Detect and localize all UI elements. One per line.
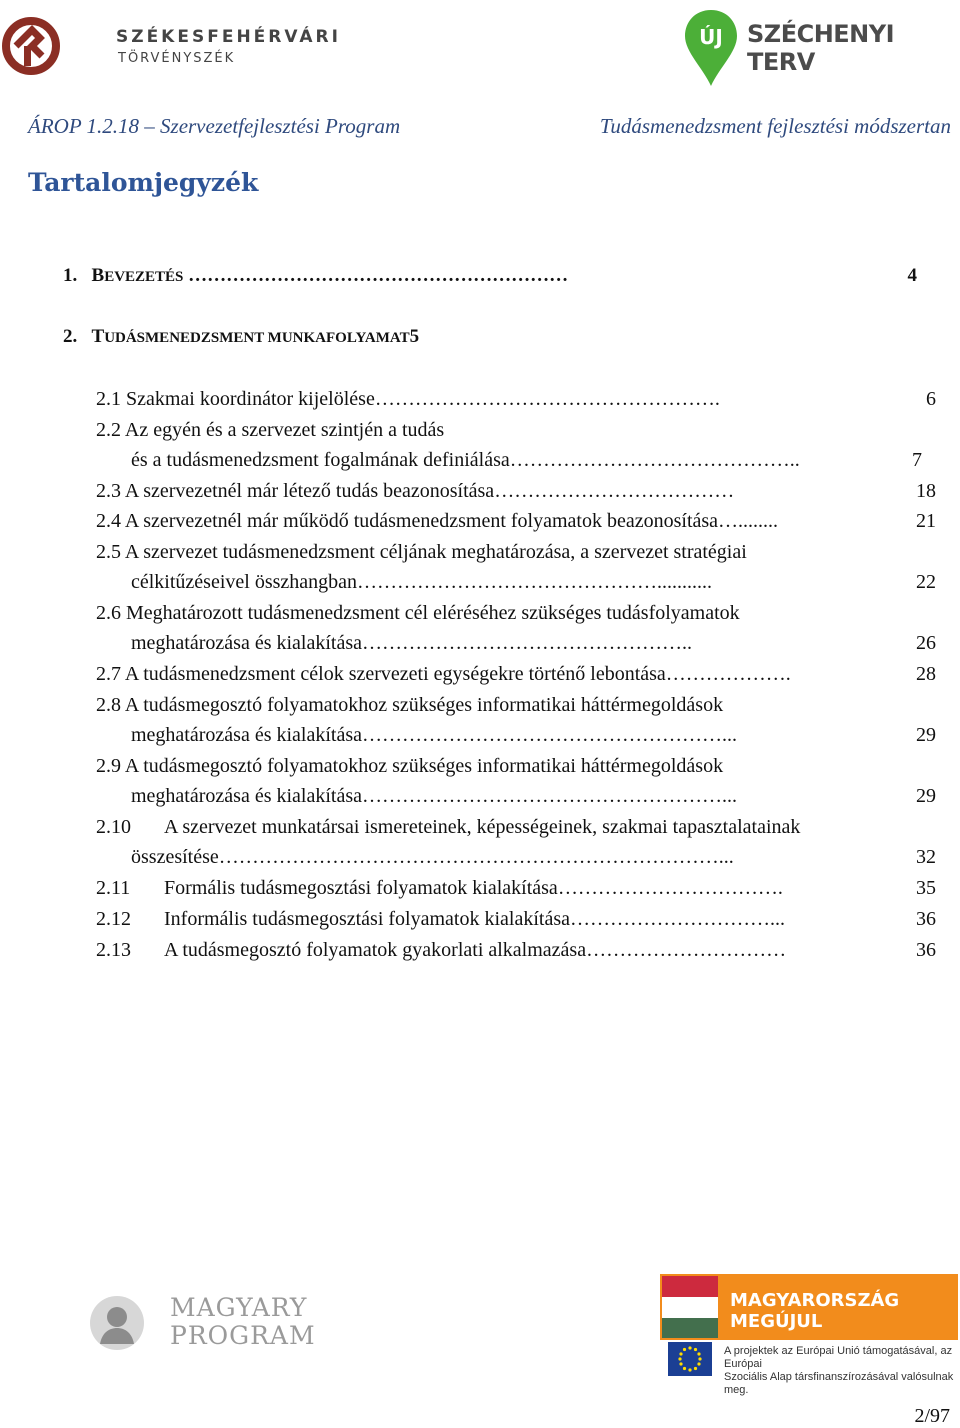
toc-item-title: célkitűzéseivel összhangban: [131, 571, 358, 593]
toc-item-title: Informális tudásmegosztási folyamatok kialakítása: [164, 908, 570, 930]
chapter-leader: ……………………………………………………: [188, 265, 569, 286]
chapter-title: UDÁSMENEDZSMENT MUNKAFOLYAMAT: [104, 330, 410, 346]
court-subtitle: TÖRVÉNYSZÉK: [118, 51, 236, 66]
toc-title: Tartalomjegyzék: [28, 168, 259, 197]
toc-leader: …………………………………………….: [374, 388, 720, 410]
running-header-right: Tudásmenedzsment fejlesztési módszertan: [599, 114, 951, 138]
toc-leader: …........: [718, 510, 779, 532]
toc-item-number: 2.12: [96, 908, 131, 930]
toc-leader: ………………………………: [494, 480, 735, 502]
szechenyi-title: SZÉCHENYI TERV: [747, 20, 895, 76]
toc-item-2-2-line1[interactable]: 2.2 Az egyén és a szervezet szintjén a tudás: [96, 419, 445, 441]
toc-item-page: 28: [916, 663, 936, 685]
toc-item-title: 2.7 A tudásmenedzsment célok szervezeti egységekre történő lebontása: [96, 663, 666, 685]
toc-item-2-1[interactable]: [96, 386, 936, 412]
toc-item-2-13[interactable]: [96, 937, 936, 963]
toc-item-2-12[interactable]: [96, 906, 936, 932]
toc-item-title: A szervezet munkatársai ismereteinek, képességeinek, szakmai tapasztalatainak: [164, 816, 801, 838]
eu-flag-icon: [668, 1342, 712, 1376]
magyarorszag-megujul-label: MAGYARORSZÁG MEGÚJUL: [730, 1290, 900, 1332]
toc-leader: ………………………………………………...: [362, 724, 737, 746]
toc-chapter-1[interactable]: [63, 263, 923, 289]
toc-item-title: 2.3 A szervezetnél már létező tudás beazonosítása: [96, 480, 495, 502]
toc-item-page: 32: [916, 846, 936, 868]
toc-item-2-5[interactable]: [131, 569, 936, 595]
toc-leader: ……………………………………..: [509, 449, 800, 471]
toc-leader: ………………………………………………...: [362, 785, 737, 807]
toc-item-title: meghatározása és kialakítása: [131, 785, 362, 807]
court-name: SZÉKESFEHÉRVÁRI: [116, 27, 341, 47]
toc-item-title: 2.1 Szakmai koordinátor kijelölése: [96, 388, 375, 410]
toc-item-page: 21: [916, 510, 936, 532]
magyary-program-logo: [170, 1294, 316, 1350]
chapter-page: 4: [907, 265, 917, 286]
chapter-title: EVEZETÉS: [104, 269, 184, 285]
toc-item-2-8-line1[interactable]: 2.8 A tudásmegosztó folyamatokhoz szükséges informatikai háttérmegoldások: [96, 694, 724, 716]
toc-item-title: meghatározása és kialakítása: [131, 632, 362, 654]
toc-item-2-8[interactable]: [131, 722, 936, 748]
toc-item-number: 2.11: [96, 877, 131, 899]
toc-item-page: 6: [926, 388, 936, 410]
toc-item-page: 18: [916, 480, 936, 502]
toc-leader: ………………………………………...........: [357, 571, 713, 593]
toc-item-2-4[interactable]: [96, 508, 936, 534]
toc-item-2-9-line1[interactable]: 2.9 A tudásmegosztó folyamatokhoz szükséges informatikai háttérmegoldások: [96, 755, 724, 777]
toc-leader: …………………………….: [557, 877, 783, 899]
page-number: 2/97: [914, 1405, 950, 1427]
chapter-initial: B: [91, 265, 105, 286]
eu-note-line2: Szociális Alap társfinanszírozásával valósulnak meg.: [724, 1371, 954, 1396]
magyary-line1: MAGYARY: [170, 1293, 308, 1322]
magyary-line2: PROGRAM: [170, 1321, 316, 1350]
szechenyi-pin-icon: [683, 8, 739, 88]
toc-item-page: 26: [916, 632, 936, 654]
toc-item-title: és a tudásmenedzsment fogalmának definiálása: [131, 449, 510, 471]
toc-item-number: 2.13: [96, 939, 131, 961]
toc-item-number: 2.10: [96, 816, 131, 838]
toc-item-2-6[interactable]: [131, 630, 936, 656]
toc-item-page: 36: [916, 939, 936, 961]
toc-item-2-5-line1[interactable]: 2.5 A szervezet tudásmenedzsment céljának meghatározása, a szervezet stratégiai: [96, 541, 747, 563]
toc-leader: …………………………: [586, 939, 787, 961]
toc-item-2-11[interactable]: [96, 875, 936, 901]
toc-leader: …………………………...: [570, 908, 785, 930]
toc-item-page: 36: [916, 908, 936, 930]
toc-item-title: összesítése: [131, 846, 219, 868]
toc-item-page: 29: [916, 785, 936, 807]
eu-note-line1: A projektek az Európai Unió támogatásával, az Európai: [724, 1345, 953, 1370]
toc-item-2-6-line1[interactable]: 2.6 Meghatározott tudásmenedzsment cél eléréséhez szükséges tudásfolyamatok: [96, 602, 740, 624]
toc-item-page: 35: [916, 877, 936, 899]
chapter-page: 5: [409, 326, 420, 347]
toc-item-2-10-line1[interactable]: [96, 814, 800, 840]
toc-item-page: 7: [912, 449, 922, 471]
toc-item-2-2[interactable]: [131, 447, 936, 473]
toc-item-2-10[interactable]: [131, 844, 936, 870]
toc-item-title: meghatározása és kialakítása: [131, 724, 362, 746]
toc-leader: …………………………………………………………………...: [218, 846, 734, 868]
toc-item-2-9[interactable]: [131, 783, 936, 809]
toc-item-2-7[interactable]: [96, 661, 936, 687]
chapter-number: 2.: [63, 326, 78, 347]
toc-item-page: 29: [916, 724, 936, 746]
toc-leader: ……………….: [665, 663, 791, 685]
chapter-initial: T: [91, 326, 105, 347]
toc-item-title: 2.4 A szervezetnél már működő tudásmenedzsment folyamatok beazonosítása: [96, 510, 719, 532]
toc-item-page: 22: [916, 571, 936, 593]
magyary-portrait-icon: [88, 1294, 146, 1352]
toc-item-2-3[interactable]: [96, 478, 936, 504]
eu-funding-note: [724, 1345, 960, 1397]
toc-leader: …………………………………………..: [362, 632, 692, 654]
toc-item-title: Formális tudásmegosztási folyamatok kialakítása: [164, 877, 558, 899]
chapter-number: 1.: [63, 265, 78, 286]
court-logo-icon: [2, 16, 60, 76]
toc-chapter-2[interactable]: [63, 324, 923, 350]
szechenyi-badge: ÚJ: [699, 25, 723, 49]
running-header-left: ÁROP 1.2.18 – Szervezetfejlesztési Program: [28, 114, 401, 138]
toc-item-title: A tudásmegosztó folyamatok gyakorlati alkalmazása: [164, 939, 587, 961]
